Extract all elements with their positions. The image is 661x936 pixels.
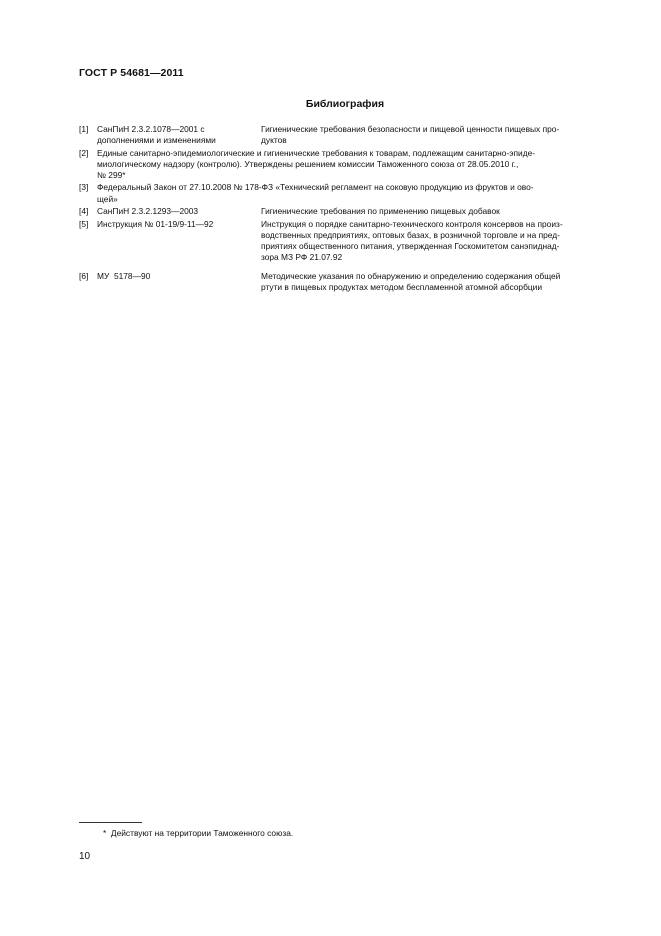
entry-reference: МУ 5178—90 <box>97 270 151 281</box>
entry-number: [5] <box>79 218 89 229</box>
entry-reference: СанПиН 2.3.2.1078—2001 с дополнениями и изменениями <box>97 124 216 146</box>
bibliography-title: Библиография <box>305 98 385 110</box>
entry-reference: Федеральный Закон от 27.10.2008 № 178-ФЗ «Технический регламент на соковую продукцию из фруктов и ово- щей» <box>97 182 534 204</box>
entry-description: Гигиенические требования безопасности и пищевой ценности пищевых про- дуктов <box>261 124 560 146</box>
bibliography-entry <box>79 206 614 217</box>
footnote: * Действуют на территории Таможенного союза. <box>103 828 294 838</box>
entry-number: [1] <box>79 124 89 134</box>
page-number: 10 <box>79 851 91 862</box>
entry-number: [6] <box>79 270 89 281</box>
entry-description: Методические указания по обнаружению и определению содержания общей ртути в пищевых продуктах методом беспламенной атомной абсорбции <box>261 270 561 292</box>
bibliography-list <box>79 124 614 294</box>
entry-description: Инструкция о порядке санитарно-технического контроля консервов на произ- водственных предприятиях, оптовых базах, в розничной торговле и на пред- приятиях общественного питания, утвержденная Госкомитетом санэпиднад- зора МЗ РФ 21.07.92 <box>261 218 563 263</box>
bibliography-entry <box>79 124 614 146</box>
entry-number: [2] <box>79 147 89 158</box>
bibliography-entry <box>79 148 614 181</box>
entry-number: [4] <box>79 206 89 217</box>
bibliography-entry <box>79 219 614 263</box>
entry-reference: Инструкция № 01-19/9-11—92 <box>97 218 214 229</box>
bibliography-entry <box>79 271 614 293</box>
entry-description: Гигиенические требования по применению пищевых добавок <box>261 206 500 217</box>
entry-reference: Единые санитарно-эпидемиологические и гигиенические требования к товарам, подлежащим санитарно-эпиде- миологическому надзору (контролю). Утверждены решением комиссии Таможенного союза от 28.05.2010 г., № 299* <box>97 147 536 180</box>
entry-reference: СанПиН 2.3.2.1293—2003 <box>97 206 199 217</box>
entry-number: [3] <box>79 182 89 193</box>
footnote-divider <box>79 822 142 823</box>
bibliography-entry <box>79 182 614 204</box>
document-code: ГОСТ Р 54681—2011 <box>79 67 184 79</box>
